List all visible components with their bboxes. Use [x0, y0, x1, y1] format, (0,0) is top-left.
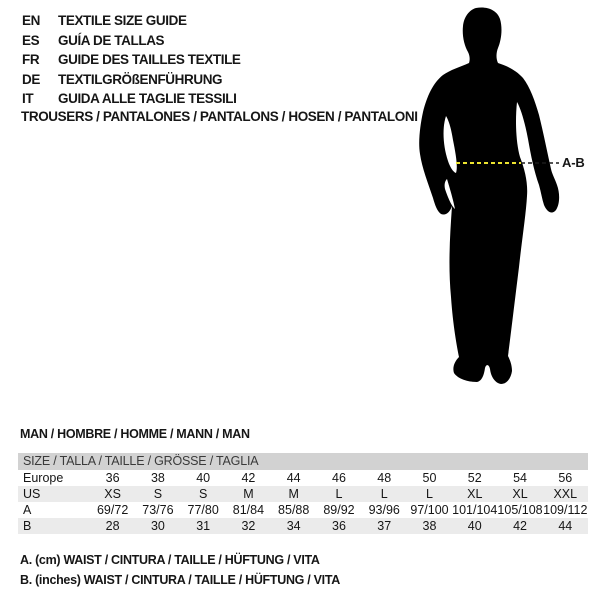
size-cell: 69/72	[96, 503, 129, 517]
size-cell: 52	[467, 471, 482, 485]
size-cell: S	[153, 487, 163, 501]
measurement-notes	[20, 551, 340, 590]
lang-row-es	[22, 31, 241, 51]
size-cell: S	[198, 487, 208, 501]
size-cell: 31	[196, 519, 211, 533]
lang-code: DE	[22, 71, 40, 87]
lang-row-en	[22, 11, 241, 31]
size-cell: 44	[286, 471, 301, 485]
language-guide-list	[22, 11, 241, 109]
size-cell: M	[243, 487, 254, 501]
size-cell: 32	[241, 519, 256, 533]
man-silhouette-figure	[400, 0, 600, 420]
lang-row-de	[22, 70, 241, 90]
table-row-a-cm	[18, 502, 588, 518]
row-label: B	[23, 519, 32, 533]
size-cell: XL	[467, 487, 483, 501]
size-cell: 81/84	[232, 503, 265, 517]
size-cell: 85/88	[278, 503, 310, 517]
size-cell: XL	[512, 487, 528, 501]
table-section-title: MAN / HOMBRE / HOMME / MANN / MAN	[20, 427, 250, 441]
size-cell: 36	[332, 519, 346, 533]
size-cell: M	[288, 487, 299, 501]
lang-label: TEXTILGRÖßENFÜHRUNG	[58, 71, 223, 87]
lang-code: IT	[22, 91, 34, 107]
size-table-header: SIZE / TALLA / TAILLE / GRÖSSE / TAGLIA	[18, 453, 588, 470]
size-cell: 28	[105, 519, 120, 533]
size-cell: 48	[377, 471, 392, 485]
size-cell: 77/80	[187, 503, 219, 517]
lang-label: GUIDE DES TAILLES TEXTILE	[58, 52, 241, 68]
size-cell: XS	[104, 487, 121, 501]
size-cell: 101/104	[452, 503, 498, 517]
size-cell: 97/100	[410, 503, 449, 517]
lang-code: EN	[22, 13, 40, 29]
size-cell: 73/76	[142, 503, 174, 517]
size-cell: 44	[558, 519, 573, 533]
lang-code: ES	[22, 32, 40, 48]
lang-row-it	[22, 89, 241, 109]
size-cell: 38	[422, 519, 437, 533]
size-cell: 54	[513, 471, 527, 485]
size-cell: L	[335, 487, 343, 501]
row-label: US	[23, 487, 41, 501]
lang-label: GUÍA DE TALLAS	[58, 32, 165, 48]
size-cell: 40	[467, 519, 482, 533]
size-cell: 40	[196, 471, 211, 485]
category-title: TROUSERS / PANTALONES / PANTALONS / HOSEN / PANTALONI	[21, 109, 418, 124]
row-label: A	[23, 503, 32, 517]
note-b-inches: B. (inches) WAIST / CINTURA / TAILLE / HÜFTUNG / VITA	[20, 572, 340, 587]
size-cell: 30	[150, 519, 165, 533]
man-silhouette	[419, 7, 559, 384]
lang-row-fr	[22, 50, 241, 70]
size-cell: XXL	[553, 487, 578, 501]
size-cell: 93/96	[368, 503, 400, 517]
size-cell: 42	[241, 471, 256, 485]
row-label: Europe	[23, 471, 64, 485]
size-cell: 50	[422, 471, 437, 485]
size-cell: 109/112	[543, 503, 588, 517]
lang-code: FR	[22, 52, 40, 68]
size-cell: L	[426, 487, 433, 501]
lang-label: TEXTILE SIZE GUIDE	[58, 13, 187, 29]
size-cell: 89/92	[323, 503, 355, 517]
size-cell: 105/108	[497, 503, 543, 517]
size-table	[18, 453, 588, 534]
size-cell: 36	[105, 471, 120, 485]
table-row-b-inches	[18, 518, 588, 534]
measure-label-ab: A-B	[562, 155, 585, 170]
size-cell: 56	[558, 471, 573, 485]
size-cell: 37	[377, 519, 392, 533]
table-row-europe	[18, 470, 588, 486]
note-a-cm: A. (cm) WAIST / CINTURA / TAILLE / HÜFTUNG / VITA	[20, 553, 320, 567]
size-cell: 46	[332, 471, 346, 485]
lang-label: GUIDA ALLE TAGLIE TESSILI	[58, 91, 237, 107]
size-cell: L	[380, 487, 388, 501]
size-cell: 42	[513, 519, 527, 533]
size-cell: 38	[150, 471, 165, 485]
table-row-us	[18, 486, 588, 502]
size-cell: 34	[286, 519, 301, 533]
